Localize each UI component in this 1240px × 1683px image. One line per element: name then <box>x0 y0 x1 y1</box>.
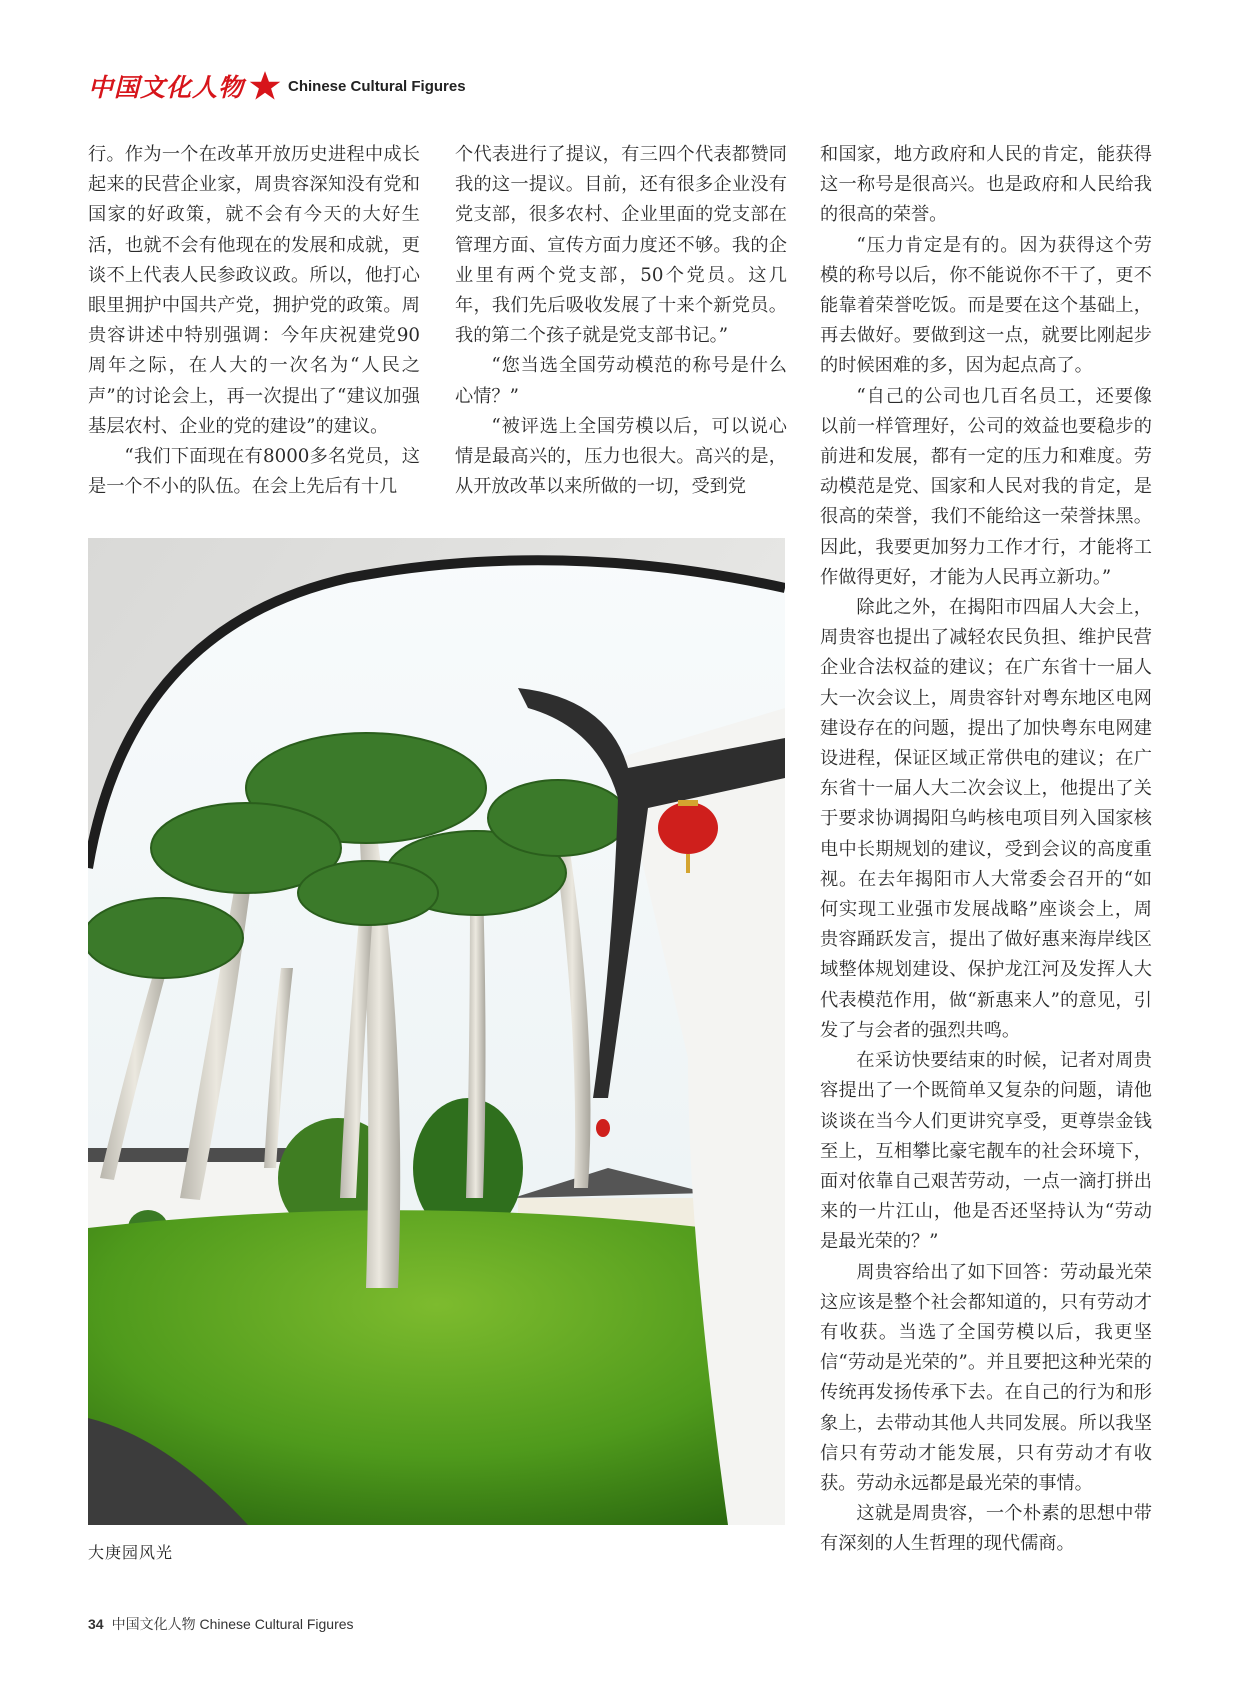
page-number: 34 <box>88 1616 104 1632</box>
article-paragraph: “压力肯定是有的。因为获得这个劳模的称号以后，你不能说你不干了，更不能靠着荣誉吃饭。而是要在这个基础上，再去做好。要做到这一点，就要比刚起步的时候困难的多，因为起点高了。 <box>820 234 1152 377</box>
article-paragraph: 在采访快要结束的时候，记者对周贵容提出了一个既简单又复杂的问题，请他谈谈在当今人们更讲究享受，更尊崇金钱至上，互相攀比豪宅靓车的社会环境下，面对依靠自己艰苦劳动，一点一滴打拼出来的一片江山，他是否还坚持认为“劳动是最光荣的？” <box>820 1050 1152 1253</box>
article-column-1 <box>88 140 420 502</box>
header-title-cn: 中国文化人物 <box>88 73 245 102</box>
footer-magazine-name: 中国文化人物 Chinese Cultural Figures <box>111 1616 354 1632</box>
article-paragraph: 这就是周贵容，一个朴素的思想中带有深刻的人生哲理的现代儒商。 <box>820 1503 1152 1555</box>
article-paragraph: 行。作为一个在改革开放历史进程中成长起来的民营企业家，周贵容深知没有党和国家的好政策，就不会有今天的大好生活，也就不会有他现在的发展和成就，更谈不上代表人民参政议政。所以，他打心眼里拥护中国共产党，拥护党的政策。周贵容讲述中特别强调：今年庆祝建党90周年之际，在人大的一次名为“人民之声”的讨论会上，再一次提出了“建议加强基层农村、企业的党的建设”的建议。 <box>88 144 420 437</box>
article-paragraph: “您当选全国劳动模范的称号是什么心情？” <box>455 355 787 407</box>
article-column-2 <box>455 140 787 502</box>
magazine-header <box>88 66 466 106</box>
article-paragraph: 和国家，地方政府和人民的肯定，能获得这一称号是很高兴。也是政府和人民给我的很高的荣誉。 <box>820 144 1152 226</box>
star-icon <box>248 69 282 103</box>
article-paragraph: “被评选上全国劳模以后，可以说心情是最高兴的，压力也很大。高兴的是，从开放改革以来所做的一切，受到党 <box>455 415 787 498</box>
article-paragraph: 除此之外，在揭阳市四届人大会上，周贵容也提出了减轻农民负担、维护民营企业合法权益的建议；在广东省十一届人大一次会议上，周贵容针对粤东地区电网建设存在的问题，提出了加快粤东电网建设进程，保证区域正常供电的建议；在广东省十一届人大二次会议上，他提出了关于要求协调揭阳乌屿核电项目列入国家核电中长期规划的建议，受到会议的高度重视。在去年揭阳市人大常委会召开的“如何实现工业强市发展战略”座谈会上，周贵容踊跃发言，提出了做好惠来海岸线区域整体规划建设、保护龙江河及发挥人大代表模范作用，做“新惠来人”的意见，引发了与会者的强烈共鸣。 <box>820 597 1152 1041</box>
photo-caption: 大庚园风光 <box>88 1543 174 1562</box>
article-paragraph: 周贵容给出了如下回答：劳动最光荣这应该是整个社会都知道的，只有劳动才有收获。当选了全国劳模以后，我更坚信“劳动是光荣的”。并且要把这种光荣的传统再发扬传承下去。在自己的行为和形象上，去带动其他人共同发展。所以我坚信只有劳动才能发展，只有劳动才有收获。劳动永远都是最光荣的事情。 <box>820 1261 1152 1494</box>
article-paragraph: “我们下面现在有8000多名党员，这是一个不小的队伍。在会上先后有十几 <box>88 446 420 498</box>
article-column-3 <box>820 140 1152 1560</box>
page-footer <box>88 1614 354 1634</box>
article-paragraph: 个代表进行了提议，有三四个代表都赞同我的这一提议。目前，还有很多企业没有党支部，很多农村、企业里面的党支部在管理方面、宣传方面力度还不够。我的企业里有两个党支部，50个党员。这几年，我们先后吸收发展了十来个新党员。我的第二个孩子就是党支部书记。” <box>455 144 787 347</box>
article-paragraph: “自己的公司也几百名员工，还要像以前一样管理好，公司的效益也要稳步的前进和发展，都有一定的压力和难度。劳动模范是党、国家和人民对我的肯定，是很高的荣誉，我们不能给这一荣誉抹黑。因此，我要更加努力工作才行，才能将工作做得更好，才能为人民再立新功。” <box>820 385 1152 588</box>
header-title-en: Chinese Cultural Figures <box>288 77 466 95</box>
garden-photo <box>88 538 785 1525</box>
